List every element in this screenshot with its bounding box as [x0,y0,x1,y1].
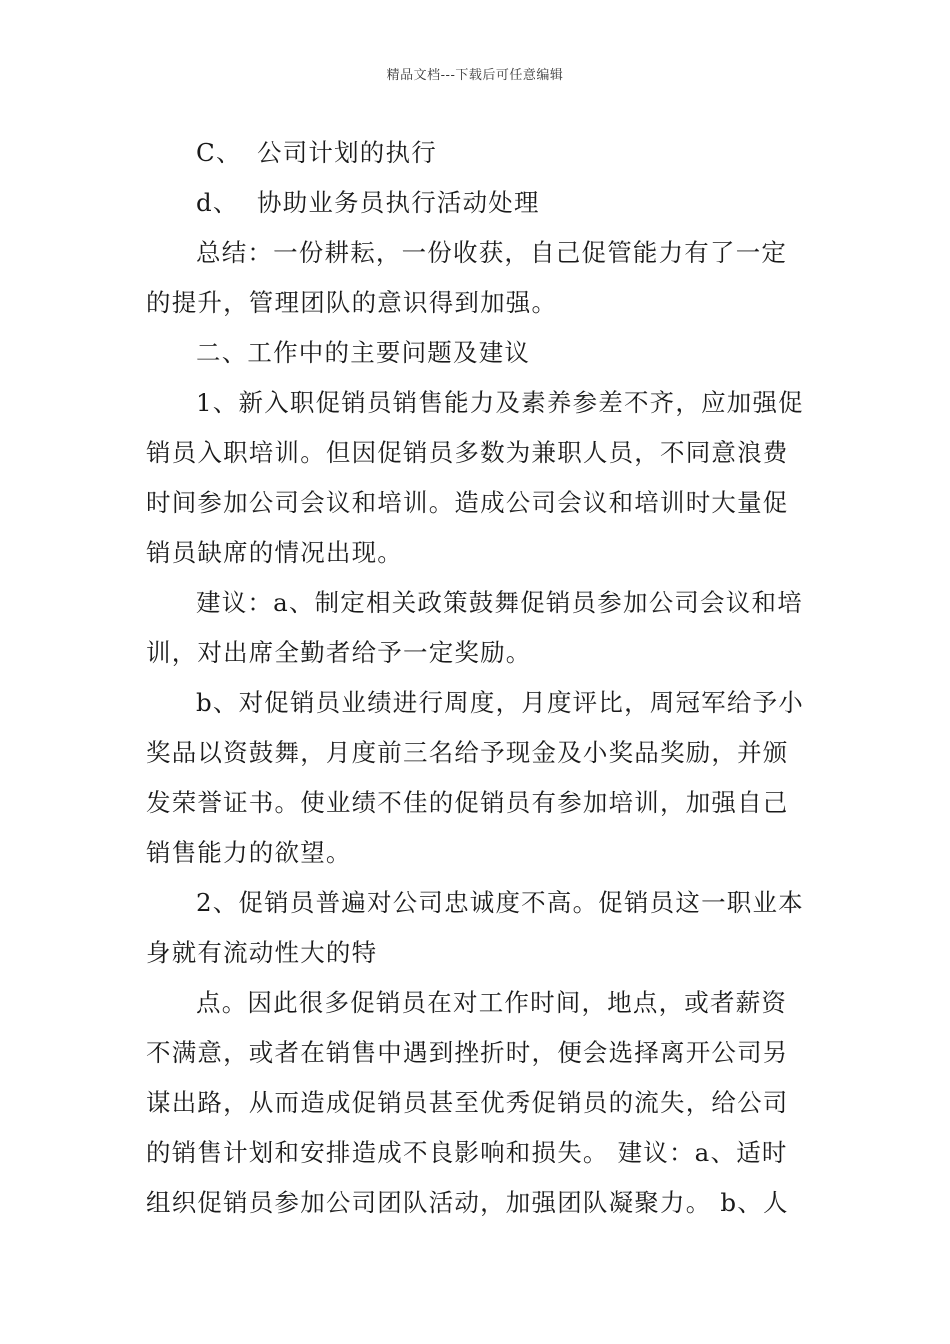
paragraph-line: 谋出路，从而造成促销员甚至优秀促销员的流失，给公司 [146,1088,789,1117]
section-heading: 二、工作中的主要问题及建议 [196,338,531,367]
paragraph-line: 组织促销员参加公司团队活动，加强团队凝聚力。 b、人 [146,1188,789,1217]
item-text: 公司计划的执行 [257,138,437,167]
paragraph-line: 销员入职培训。但因促销员多数为兼职人员，不同意浪费 [146,438,789,467]
paragraph-line: 训，对出席全勤者给予一定奖励。 [146,638,532,667]
list-item-d [146,178,808,228]
item-label: d、 [196,188,239,217]
paragraph-line: 销员缺席的情况出现。 [146,538,403,567]
list-item-c [146,128,808,178]
page-header: 精品文档---下载后可任意编辑 [386,68,564,83]
summary-line-1: 总结：一份耕耘，一份收获，自己促管能力有了一定 [196,238,788,267]
paragraph-line: 建议：a、制定相关政策鼓舞促销员参加公司会议和培 [196,588,803,617]
paragraph-line: 身就有流动性大的特 [146,938,378,967]
paragraph-line: 时间参加公司会议和培训。造成公司会议和培训时大量促 [146,488,789,517]
paragraph-line: 2、促销员普遍对公司忠诚度不高。促销员这一职业本 [196,888,804,917]
document-body [146,128,808,1228]
item-text: 协助业务员执行活动处理 [257,188,540,217]
paragraph-line: b、对促销员业绩进行周度，月度评比，周冠军给予小 [196,688,804,717]
paragraph-line: 发荣誉证书。使业绩不佳的促销员有参加培训，加强自己 [146,788,789,817]
paragraph-line: 1、新入职促销员销售能力及素养参差不齐，应加强促 [196,388,804,417]
paragraph-line: 销售能力的欲望。 [146,838,352,867]
item-label: C、 [196,138,242,167]
paragraph-line: 点。因此很多促销员在对工作时间，地点，或者薪资 [196,988,788,1017]
paragraph-line: 不满意，或者在销售中遇到挫折时，便会选择离开公司另 [146,1038,789,1067]
paragraph-line: 奖品以资鼓舞，月度前三名给予现金及小奖品奖励，并颁 [146,738,789,767]
paragraph-line: 的销售计划和安排造成不良影响和损失。 建议：a、适时 [146,1138,788,1167]
summary-line-2: 的提升，管理团队的意识得到加强。 [146,288,558,317]
